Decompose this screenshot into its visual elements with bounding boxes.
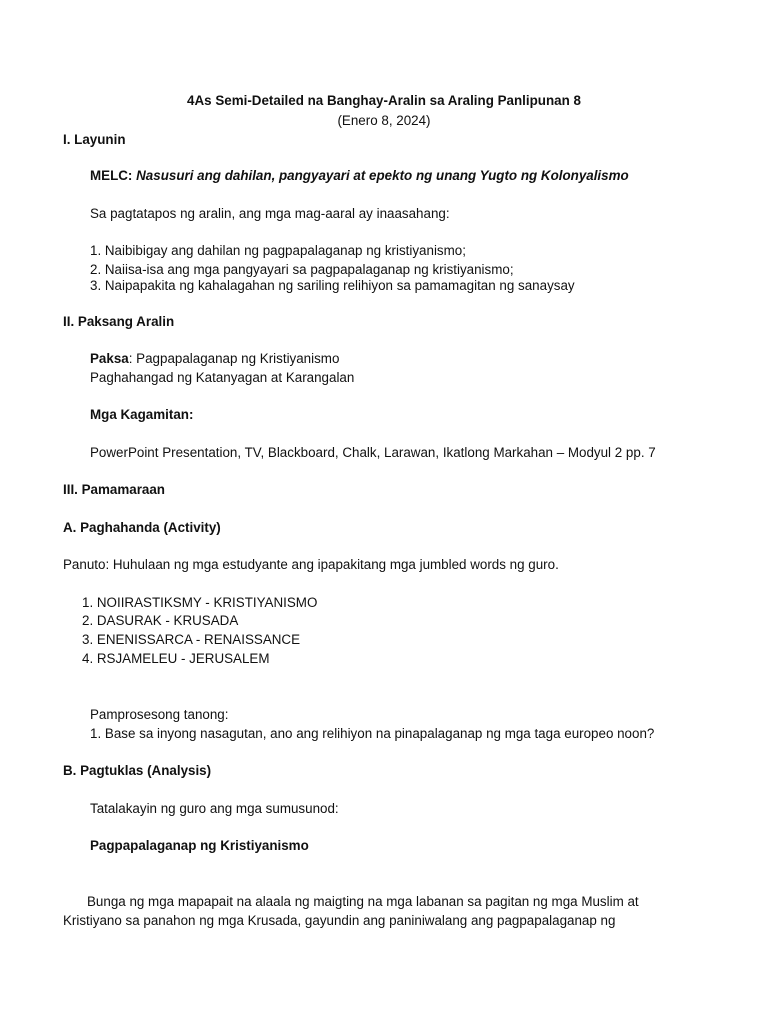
section-heading-paksang-aralin: II. Paksang Aralin <box>63 314 175 329</box>
document-title: 4As Semi-Detailed na Banghay-Aralin sa Araling Panlipunan 8 <box>187 93 581 108</box>
section-heading-layunin: I. Layunin <box>63 132 126 147</box>
melc-label: MELC: <box>90 168 133 183</box>
objective-item: 2. Naiisa-isa ang mga pangyayari sa pagpapalaganap ng kristiyanismo; <box>90 262 514 277</box>
subsection-heading-pagtuklas: B. Pagtuklas (Analysis) <box>63 763 212 778</box>
objective-item: 3. Naipapakita ng kahalagahan ng sariling relihiyon sa pamamagitan ng sanaysay <box>90 278 575 293</box>
paragraph-line: Bunga ng mga mapapait na alaala ng maigting na mga labanan sa pagitan ng mga Muslim at <box>87 894 639 909</box>
objective-item: 1. Naibibigay ang dahilan ng pagpapalaganap ng kristiyanismo; <box>90 243 466 258</box>
melc-line <box>90 168 629 184</box>
paksa-text: : Pagpapalaganap ng Kristiyanismo <box>128 351 340 366</box>
kagamitan-text: PowerPoint Presentation, TV, Blackboard, Chalk, Larawan, Ikatlong Markahan – Modyul 2 pp. 7 <box>90 445 656 460</box>
paksa-line <box>90 351 339 367</box>
paksa-line-2: Paghahangad ng Katanyagan at Karangalan <box>90 370 355 385</box>
tatalakayin-text: Tatalakayin ng guro ang mga sumusunod: <box>90 801 339 816</box>
paragraph-line: Kristiyano sa panahon ng mga Krusada, gayundin ang paniniwalang ang pagpapalaganap ng <box>63 913 616 928</box>
objectives-intro: Sa pagtatapos ng aralin, ang mga mag-aaral ay inaasahang: <box>90 206 450 221</box>
jumbled-word-item: 3. ENENISSARCA - RENAISSANCE <box>82 632 301 647</box>
document-date: (Enero 8, 2024) <box>337 113 431 128</box>
kagamitan-label: Mga Kagamitan: <box>90 407 194 422</box>
subsection-heading-paghahanda: A. Paghahanda (Activity) <box>63 520 221 535</box>
paksa-label: Paksa <box>90 351 129 366</box>
section-heading-pamamaraan: III. Pamamaraan <box>63 482 165 497</box>
jumbled-word-item: 1. NOIIRASTIKSMY - KRISTIYANISMO <box>82 595 318 610</box>
melc-text: Nasusuri ang dahilan, pangyayari at epekto ng unang Yugto ng Kolonyalismo <box>136 168 629 183</box>
jumbled-word-item: 2. DASURAK - KRUSADA <box>82 613 239 628</box>
jumbled-word-item: 4. RSJAMELEU - JERUSALEM <box>82 651 270 666</box>
subtopic-heading: Pagpapalaganap ng Kristiyanismo <box>90 838 309 853</box>
pamprosesong-question: 1. Base sa inyong nasagutan, ano ang relihiyon na pinapalaganap ng mga taga europeo noon? <box>90 726 655 741</box>
pamprosesong-label: Pamprosesong tanong: <box>90 707 229 722</box>
panuto-text: Panuto: Huhulaan ng mga estudyante ang ipapakitang mga jumbled words ng guro. <box>63 557 559 572</box>
